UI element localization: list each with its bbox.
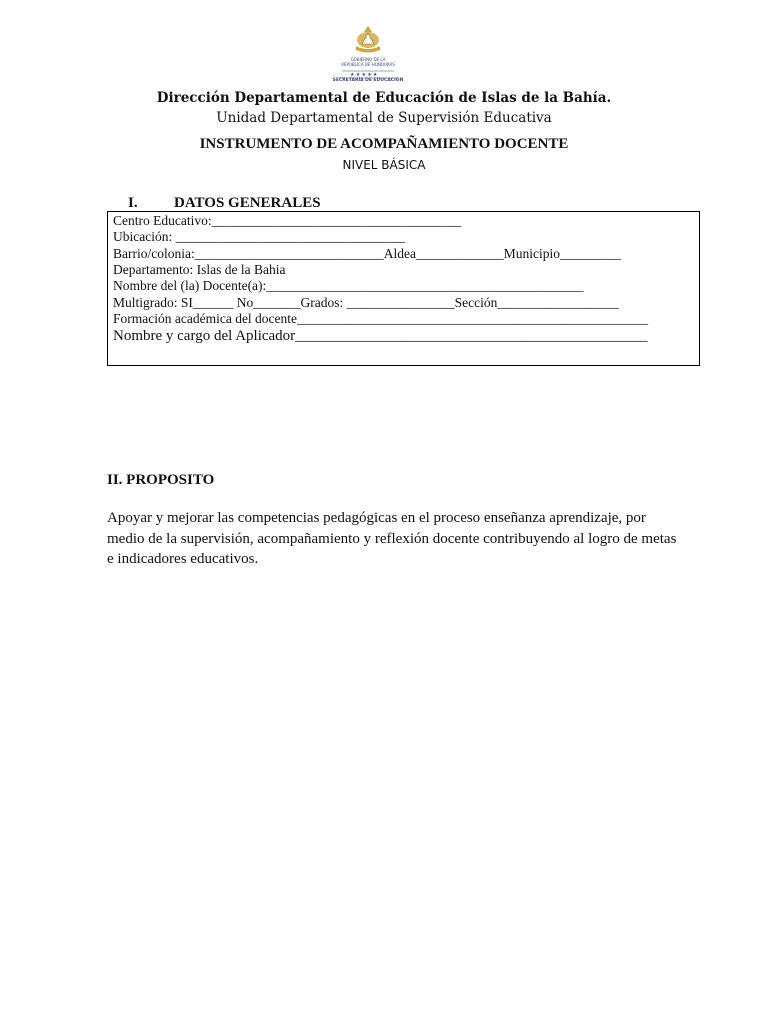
section1-title: DATOS GENERALES — [174, 195, 321, 211]
field-nombre-cargo-aplicador[interactable]: Nombre y cargo del Aplicador_______________________________________________ — [113, 328, 648, 344]
section2-title: II. PROPOSITO — [107, 472, 215, 488]
logo-text-line1: GOBIERNO DE LA — [350, 57, 386, 62]
field-multigrado-grados-seccion[interactable]: Multigrado: SI______ No_______Grados: ________________Sección__________________ — [113, 295, 619, 310]
purpose-paragraph: Apoyar y mejorar las competencias pedagógicas en el proceso enseñanza aprendizaje, por medio de la supervisión, acompañamiento y reflexión docente contribuyendo al logro de metas e indicadores educativos. — [107, 510, 677, 567]
level-subtitle: NIVEL BÁSICA — [342, 158, 426, 172]
field-departamento: Departamento: Islas de la Bahia — [113, 262, 286, 277]
instrument-title: INSTRUMENTO DE ACOMPAÑAMIENTO DOCENTE — [199, 136, 569, 152]
field-centro-educativo[interactable]: Centro Educativo:_____________________________________ — [113, 213, 462, 228]
field-ubicacion[interactable]: Ubicación: __________________________________ — [113, 229, 406, 244]
section1-number: I. — [128, 195, 138, 211]
logo-text-line2: REPÚBLICA DE HONDURAS — [341, 62, 395, 67]
svg-text:★ ★ ★ ★ ★: ★ ★ ★ ★ ★ — [350, 73, 378, 78]
field-formacion-academica[interactable]: Formación académica del docente____________________________________________________ — [113, 311, 649, 326]
direction-heading: Dirección Departamental de Educación de Islas de la Bahía. — [156, 90, 612, 106]
field-nombre-docente[interactable]: Nombre del (la) Docente(a):_______________________________________________ — [113, 278, 584, 293]
field-barrio-aldea-municipio[interactable]: Barrio/colonia:____________________________Aldea_____________Municipio_________ — [113, 246, 621, 261]
honduras-coat-of-arms-icon — [320, 22, 416, 88]
logo-text-line3: SECRETARÍA DE EDUCACIÓN — [332, 78, 404, 83]
unit-heading: Unidad Departamental de Supervisión Educativa — [216, 110, 552, 126]
